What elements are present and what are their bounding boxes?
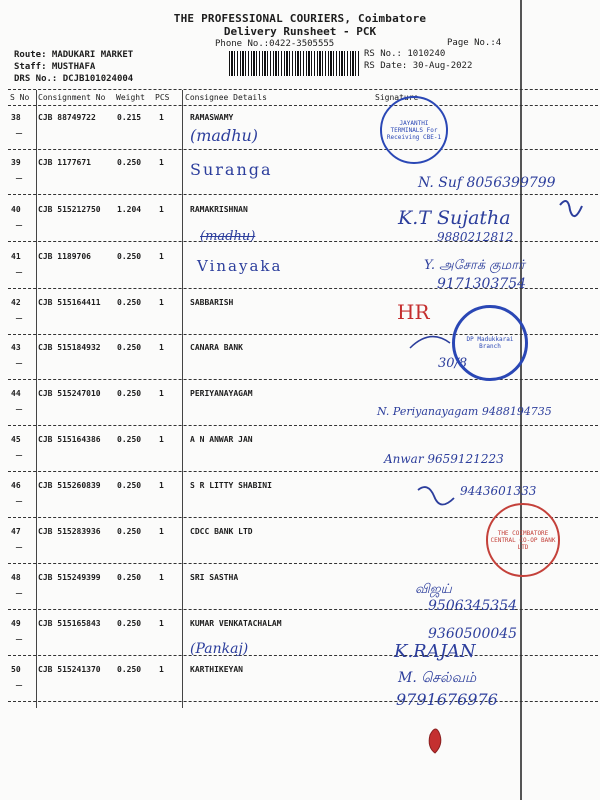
row-weight: 0.250 (117, 619, 142, 628)
page-number: Page No.:4 (447, 38, 502, 48)
signature-mark: N. Periyanayagam 9488194735 (377, 405, 552, 418)
ink-scribble (560, 201, 582, 216)
row-weight: 0.250 (117, 665, 142, 674)
row-tick-mark: ─ (16, 681, 23, 692)
handwritten-note: (madhu) (190, 126, 259, 145)
stamp-text: JAYANTHI TERMINALS For Receiving CBE-1 (386, 119, 442, 141)
row-tick-mark: ─ (16, 268, 23, 279)
runsheet-subtitle: Delivery Runsheet - PCK (223, 25, 377, 38)
row-tick-mark: ─ (16, 451, 23, 462)
handwritten-note: Suranga (190, 160, 273, 179)
row-consignee: CANARA BANK (190, 343, 243, 352)
drs-number: DRS No.: DCJB101024004 (14, 74, 134, 84)
row-weight: 0.250 (117, 389, 142, 398)
stamp-text: DP Madukkarai Branch (466, 336, 514, 350)
row-tick-mark: ─ (16, 497, 23, 508)
row-serial-number: 40 (11, 205, 21, 214)
row-serial-number: 47 (11, 527, 21, 536)
col-consignee: Consignee Details (185, 93, 267, 102)
route-label: Route: MADUKARI MARKET (14, 50, 134, 60)
signature-mark: K.T Sujatha (398, 207, 511, 229)
row-pieces: 1 (159, 481, 164, 490)
row-consignment-number: CJB 515260839 (38, 481, 101, 490)
row-tick-mark: ─ (16, 221, 23, 232)
col-pcs: PCS (155, 93, 170, 102)
col-sno: S No (10, 93, 30, 102)
row-serial-number: 41 (11, 252, 21, 261)
row-weight: 0.250 (117, 252, 142, 261)
row-weight: 1.204 (117, 205, 142, 214)
row-consignment-number: CJB 515165843 (38, 619, 101, 628)
row-weight: 0.250 (117, 298, 142, 307)
row-serial-number: 44 (11, 389, 21, 398)
ink-scribble (418, 487, 454, 504)
row-serial-number: 49 (11, 619, 21, 628)
row-consignment-number: CJB 515212750 (38, 205, 101, 214)
row-weight: 0.250 (117, 527, 142, 536)
row-pieces: 1 (159, 389, 164, 398)
row-pieces: 1 (159, 252, 164, 261)
row-pieces: 1 (159, 619, 164, 628)
row-serial-number: 46 (11, 481, 21, 490)
row-tick-mark: ─ (16, 635, 23, 646)
row-consignment-number: CJB 515283936 (38, 527, 101, 536)
row-tick-mark: ─ (16, 129, 23, 140)
row-consignee: KUMAR VENKATACHALAM (190, 619, 282, 628)
seal-stamp (486, 503, 560, 577)
row-serial-number: 45 (11, 435, 21, 444)
row-serial-number: 42 (11, 298, 21, 307)
row-weight: 0.215 (117, 113, 142, 122)
signature-mark: 9171303754 (437, 276, 527, 292)
row-pieces: 1 (159, 298, 164, 307)
row-serial-number: 38 (11, 113, 21, 122)
signature-mark: M. செல்வம் (398, 670, 477, 686)
row-consignee: A N ANWAR JAN (190, 435, 253, 444)
row-consignment-number: CJB 515184932 (38, 343, 101, 352)
row-tick-mark: ─ (16, 543, 23, 554)
signature-mark: HR (397, 300, 430, 324)
signature-mark: விஜய் (415, 582, 452, 597)
rs-number: RS No.: 1010240 (364, 49, 446, 59)
handwritten-note: (madhu) (200, 229, 256, 244)
row-pieces: 1 (159, 205, 164, 214)
signature-mark: N. Suf 8056399799 (418, 175, 556, 191)
rs-date: RS Date: 30-Aug-2022 (364, 61, 473, 71)
row-consignee: SABBARISH (190, 298, 234, 307)
row-weight: 0.250 (117, 158, 142, 167)
row-serial-number: 39 (11, 158, 21, 167)
staff-label: Staff: MUSTHAFA (14, 62, 96, 72)
row-pieces: 1 (159, 435, 164, 444)
signature-mark: 9506345354 (428, 598, 518, 614)
col-consignment: Consignment No (38, 93, 106, 102)
row-consignment-number: CJB 515164411 (38, 298, 101, 307)
col-weight: Weight (116, 93, 145, 102)
row-consignee: RAMAKRISHNAN (190, 205, 248, 214)
signature-mark: Y. அசோக் குமார் (424, 258, 525, 273)
row-tick-mark: ─ (16, 314, 23, 325)
row-consignee: KARTHIKEYAN (190, 665, 243, 674)
row-serial-number: 48 (11, 573, 21, 582)
runsheet-title: THE PROFESSIONAL COURIERS, Coimbatore (173, 12, 427, 25)
row-consignment-number: CJB 1189706 (38, 252, 91, 261)
row-consignee: RAMASWAMY (190, 113, 234, 122)
col-signature: Signature (375, 93, 419, 102)
row-consignment-number: CJB 88749722 (38, 113, 96, 122)
handwritten-note: Vinayaka (197, 257, 283, 275)
row-tick-mark: ─ (16, 174, 23, 185)
signature-mark: Anwar 9659121223 (384, 452, 504, 466)
row-pieces: 1 (159, 113, 164, 122)
row-weight: 0.250 (117, 435, 142, 444)
seal-stamp (452, 305, 528, 381)
row-pieces: 1 (159, 573, 164, 582)
row-consignee: S R LITTY SHABINI (190, 481, 272, 490)
signature-mark: 9443601333 (460, 484, 537, 498)
row-tick-mark: ─ (16, 589, 23, 600)
row-consignee: PERIYANAYAGAM (190, 389, 253, 398)
row-consignee: SRI SASTHA (190, 573, 239, 582)
stamp-text: THE COIMBATORE CENTRAL CO-OP BANK LTD (490, 529, 556, 551)
row-consignment-number: CJB 515164386 (38, 435, 101, 444)
row-consignee: CDCC BANK LTD (190, 527, 253, 536)
row-serial-number: 50 (11, 665, 21, 674)
row-tick-mark: ─ (16, 405, 23, 416)
row-pieces: 1 (159, 527, 164, 536)
row-pieces: 1 (159, 343, 164, 352)
row-serial-number: 43 (11, 343, 21, 352)
ink-blot (429, 729, 441, 753)
signature-mark: 9880212812 (437, 230, 514, 244)
seal-stamp (380, 96, 448, 164)
row-tick-mark: ─ (16, 359, 23, 370)
row-consignment-number: CJB 1177671 (38, 158, 91, 167)
phone-number: Phone No.:0422-3505555 (215, 39, 335, 49)
row-consignment-number: CJB 515241370 (38, 665, 101, 674)
row-weight: 0.250 (117, 573, 142, 582)
row-consignment-number: CJB 515249399 (38, 573, 101, 582)
row-weight: 0.250 (117, 343, 142, 352)
row-weight: 0.250 (117, 481, 142, 490)
signature-mark: 30/8 (438, 356, 468, 371)
ink-scribble (410, 337, 450, 348)
signature-mark: 9791676976 (396, 690, 498, 709)
row-consignment-number: CJB 515247010 (38, 389, 101, 398)
signature-mark: K.RAJAN (394, 641, 476, 662)
row-pieces: 1 (159, 665, 164, 674)
handwritten-note: (Pankaj) (190, 641, 249, 657)
row-pieces: 1 (159, 158, 164, 167)
signature-mark: 9360500045 (428, 626, 518, 642)
